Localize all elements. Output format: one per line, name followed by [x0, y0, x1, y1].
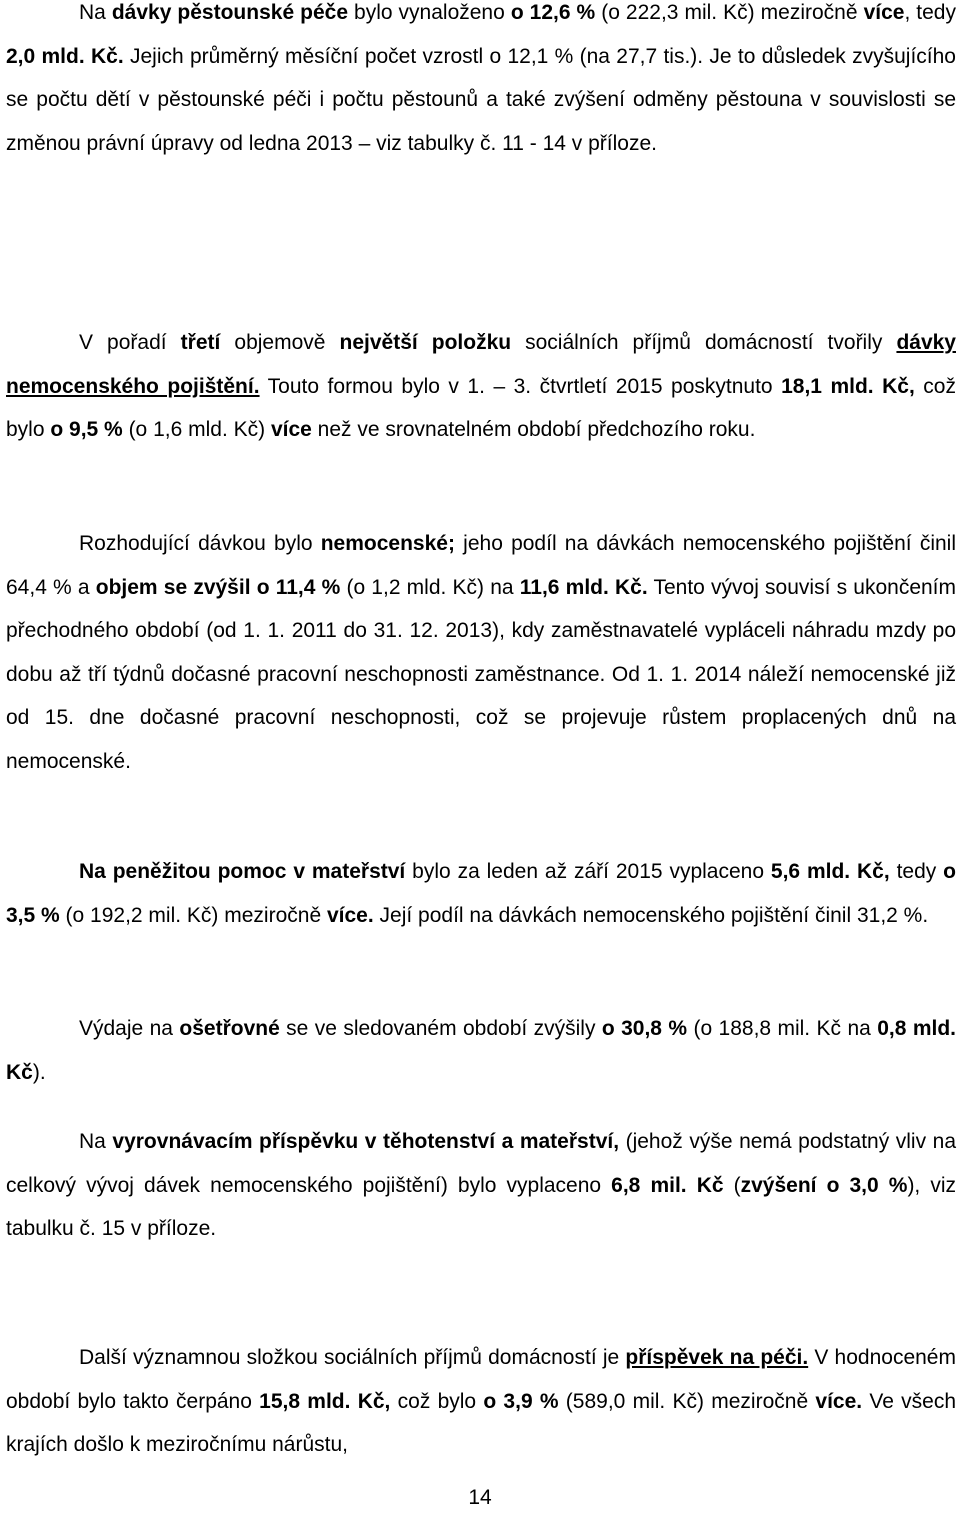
text-segment: 2,0 mld. Kč. — [6, 44, 124, 68]
text-segment: o 9,5 % — [50, 418, 123, 442]
text-segment: (o 188,8 mil. Kč na — [687, 1017, 878, 1040]
text-segment: tedy — [889, 860, 944, 883]
text-segment: Na — [79, 1, 112, 24]
text-segment: se ve sledovaném období zvýšily — [279, 1017, 602, 1040]
paragraph-maternity-benefit — [6, 850, 956, 937]
text-segment: než ve srovnatelném období předchozího roku. — [311, 418, 756, 442]
paragraph-care-contribution — [6, 1336, 956, 1467]
paragraph-compensatory-allowance — [6, 1120, 956, 1251]
text-segment: nemocenské; — [320, 532, 455, 555]
paragraph-sickness-insurance — [6, 321, 956, 452]
text-segment: dávky pěstounské péče — [111, 1, 348, 24]
text-segment: Ve všech krajích došlo k meziročnímu nárůstu, — [6, 1389, 956, 1457]
text-segment: bylo vynaloženo — [348, 1, 511, 24]
page-number: 14 — [468, 1486, 492, 1509]
text-segment: což bylo — [390, 1389, 484, 1413]
text-segment: , tedy — [904, 1, 956, 24]
text-segment: Její podíl na dávkách nemocenského pojištění činil 31,2 %. — [373, 903, 929, 927]
text-segment: ošetřovné — [179, 1017, 280, 1040]
text-segment: (589,0 mil. Kč) meziročně — [558, 1389, 816, 1413]
text-segment: 6,8 mil. Kč — [611, 1173, 724, 1197]
text-segment: více. — [326, 903, 374, 927]
text-segment: Další významnou složkou sociálních příjmů domácností je — [79, 1346, 626, 1369]
text-segment: objem se zvýšil o 11,4 % — [95, 575, 341, 599]
text-segment: největší položku — [339, 331, 512, 354]
text-segment: (o 222,3 mil. Kč) meziročně — [595, 1, 864, 24]
text-segment: vyrovnávacím příspěvku v těhotenství a mateřství, — [112, 1130, 620, 1153]
text-segment: bylo za leden až září 2015 vyplaceno — [405, 860, 771, 883]
text-segment: (jehož výše nemá podstatný vliv na celkový vývoj dávek nemocenského pojištění) bylo vyplaceno — [6, 1130, 957, 1197]
text-segment: Touto formou bylo v 1. – 3. čtvrtletí 2015 poskytnuto — [259, 374, 782, 398]
text-segment: sociálních příjmů domácností tvořily — [511, 331, 897, 354]
text-segment: (o 192,2 mil. Kč) meziročně — [59, 903, 327, 927]
text-segment: o 12,6 % — [510, 1, 596, 24]
text-segment: 15,8 mld. Kč, — [259, 1389, 391, 1413]
text-segment: ( — [723, 1173, 741, 1197]
text-segment: třetí — [180, 331, 221, 354]
text-segment: Na peněžitou pomoc v mateřství — [79, 860, 406, 883]
paragraph-foster-care-benefits — [6, 0, 956, 165]
text-segment: Na — [79, 1130, 113, 1153]
text-segment: V pořadí — [79, 331, 181, 354]
text-segment: Tento vývoj souvisí s ukončením přechodného období (od 1. 1. 2011 do 31. 12. 2013), kdy zaměstnavatelé vypláceli náhradu mzdy po dobu až tří týdnů dočasné pracovní neschopnosti zaměstnance. Od 1. 1. 2014 náleží nemocenské již od 15. dne dočasné pracovní neschopnosti, což se projevuje růstem proplacených dnů na nemocenské. — [6, 575, 957, 773]
text-segment: V hodnoceném období bylo takto čerpáno — [6, 1346, 956, 1413]
text-segment: objemově — [220, 331, 340, 354]
text-segment: Výdaje na — [79, 1017, 180, 1040]
text-segment: dávky nemocenského pojištění. — [6, 331, 956, 398]
text-segment: (o 1,6 mld. Kč) — [122, 418, 271, 442]
text-segment: o 30,8 % — [601, 1017, 688, 1040]
text-segment: více — [270, 418, 312, 442]
text-segment: Rozhodující dávkou bylo — [79, 532, 321, 555]
text-segment: 18,1 mld. Kč, — [781, 374, 915, 398]
text-segment: o 3,5 % — [6, 860, 956, 927]
text-segment: Jejich průměrný měsíční počet vzrostl o 12,1 % (na 27,7 tis.). Je to důsledek zvyšujícího se počtu dětí v pěstounské péči i počtu pěstounů a také zvýšení odměny pěstouna v souvislosti se změnou právní úpravy od ledna 2013 – viz tabulky č. 11 - 14 v příloze. — [6, 44, 956, 155]
text-segment: více. — [815, 1389, 863, 1413]
text-segment: 0,8 mld. Kč — [6, 1017, 957, 1084]
text-segment: více — [863, 1, 905, 24]
text-segment: příspěvek na péči. — [625, 1346, 809, 1369]
paragraph-sickness-benefit — [6, 522, 956, 784]
text-segment: což bylo — [6, 374, 956, 442]
text-segment: jeho podíl na dávkách nemocenského pojištění činil 64,4 % a — [6, 532, 956, 599]
text-segment: ). — [32, 1060, 46, 1084]
paragraph-care-allowance — [6, 1007, 956, 1094]
text-segment: 11,6 mld. Kč. — [519, 575, 648, 599]
text-segment: (o 1,2 mld. Kč) na — [340, 575, 520, 599]
text-segment: zvýšení o 3,0 % — [740, 1173, 908, 1197]
text-segment: ), viz tabulku č. 15 v příloze. — [6, 1173, 957, 1241]
text-segment: o 3,9 % — [483, 1389, 559, 1413]
text-segment: 5,6 mld. Kč, — [770, 860, 890, 883]
